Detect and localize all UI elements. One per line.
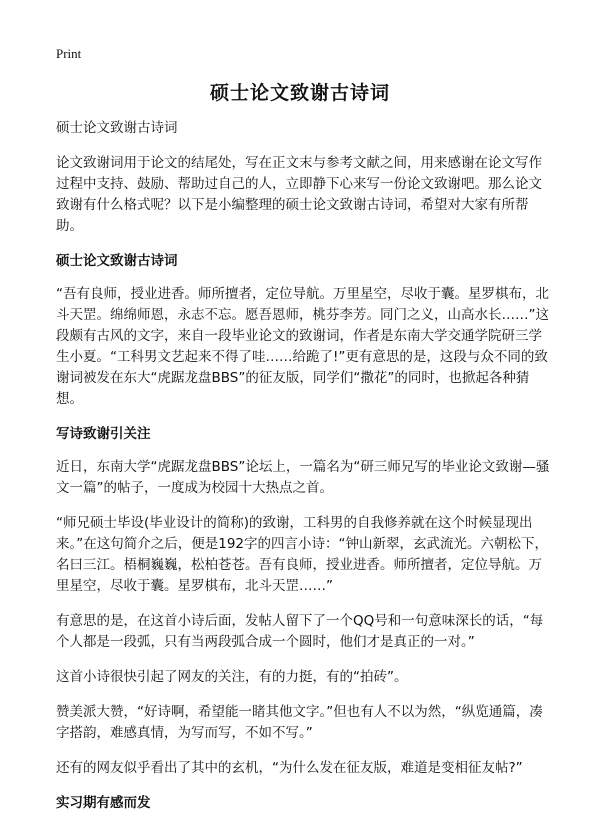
paragraph: 还有的网友似乎看出了其中的玄机，“为什么发在征友版，难道是变相征友帖?” [56, 760, 523, 776]
section-heading-1: 硕士论文致谢古诗词 [56, 253, 178, 269]
article-body [56, 118, 550, 826]
paragraph: “师兄硕士毕设(毕业设计的简称)的致谢，工科男的自我修养就在这个时候显现出来。”在这句简介之后，便是192字的四言小诗：“钟山新翠，玄武流光。六朝松下，名曰三江。梧桐巍巍，松柏苍苍。吾有良师，授业进香。师所擅者，定位导航。万里星空，尽收于囊。星罗棋布，北斗天罡……” [56, 515, 549, 594]
paragraph: 有意思的是，在这首小诗后面，发帖人留下了一个QQ号和一句意味深长的话，“每个人都是一段弧，只有当两段弧合成一个圆时，他们才是真正的一对。” [56, 613, 544, 650]
article-subtitle: 硕士论文致谢古诗词 [56, 120, 178, 136]
intro-paragraph: 论文致谢词用于论文的结尾处，写在正文末与参考文献之间，用来感谢在论文写作过程中支持、鼓励、帮助过自己的人，立即静下心来写一份论文致谢吧。那么论文致谢有什么格式呢？以下是小编整理的硕士论文致谢古诗词，希望对大家有所帮助。 [56, 155, 542, 234]
section-heading-3: 实习期有感而发 [56, 795, 151, 811]
print-link[interactable]: Print [56, 46, 82, 61]
paragraph: 赞美派大赞，“好诗啊，希望能一睹其他文字。”但也有人不以为然，“纵览通篇，凑字搭韵，难感真情，为写而写，不如不写。” [56, 704, 543, 741]
section-heading-2: 写诗致谢引关注 [56, 426, 151, 442]
paragraph: 近日，东南大学“虎踞龙盘BBS”论坛上，一篇名为“研三师兄写的毕业论文致谢—骚文一篇”的帖子，一度成为校园十大热点之首。 [56, 459, 550, 496]
page-title: 硕士论文致谢古诗词 [209, 82, 390, 104]
paragraph: “吾有良师，授业进香。师所擅者，定位导航。万里星空，尽收于囊。星罗棋布，北斗天罡。绵绵师恩，永志不忘。愿吾恩师，桃芬李芳。同门之义，山高水长……”这段颇有古风的文字，来自一段毕业论文的致谢词，作者是东南大学交通学院研三学生小夏。“工科男文艺起来不得了哇……给跪了!”更有意思的是，这段与众不同的致谢词被发在东大“虎踞龙盘BBS”的征友版，同学们“撒花”的同时，也掀起各种猜想。 [56, 286, 549, 407]
paragraph: 这首小诗很快引起了网友的关注，有的力挺，有的“拍砖”。 [56, 669, 408, 685]
